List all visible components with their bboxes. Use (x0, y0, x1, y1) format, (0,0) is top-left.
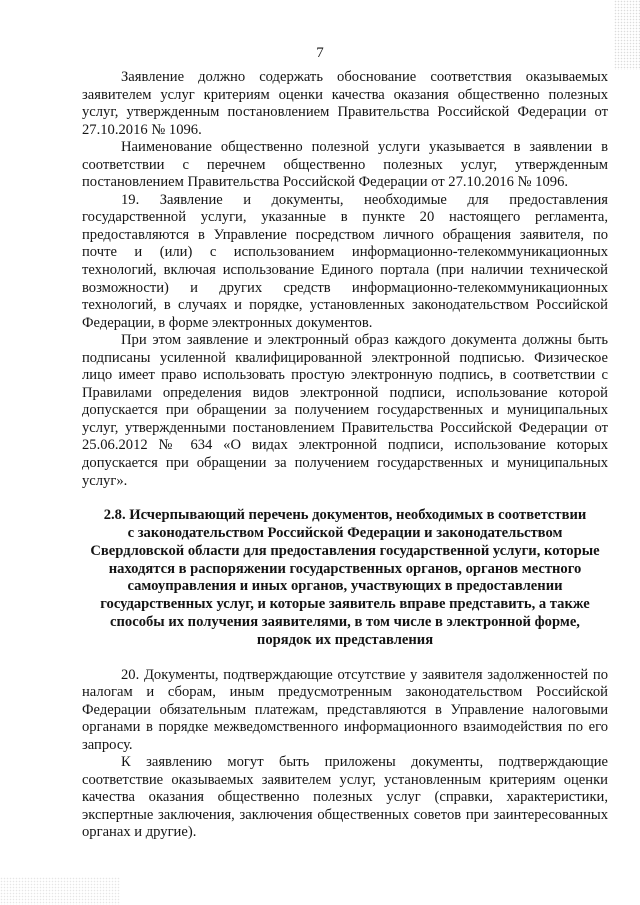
heading-line: с законодательством Российской Федерации и законодательством (127, 524, 563, 541)
heading-line: 2.8. Исчерпывающий перечень документов, необходимых в соответствии (103, 507, 587, 524)
section-heading-2-8 (82, 507, 608, 649)
heading-line: находятся в распоряжении государственных органов, органов местного (108, 560, 582, 577)
scan-noise-bottom (0, 877, 120, 905)
heading-line: Свердловской области для предоставления государственной услуги, которые (90, 542, 600, 559)
heading-line: порядок их представления (256, 631, 434, 648)
paragraph-attachments: К заявлению могут быть приложены документы, подтверждающие соответствие оказываемых заявителем услуг, установленным критериям оценки качества оказания общественно полезных услуг (справки, характеристики, экспертные заключения, заключения общественных советов при заинтересованных органах и другие). (82, 754, 608, 841)
heading-line: самоуправления и иных органов, участвующих в предоставлении (127, 578, 563, 595)
paragraph-20: 20. Документы, подтверждающие отсутствие у заявителя задолженностей по налогам и сборам, иным предусмотренным законодательством Российской Федерации обязательным платежам, представляются в Управление налоговыми органами в порядке межведомственного информационного взаимодействия по его запросу. (82, 666, 608, 753)
paragraph-19: 19. Заявление и документы, необходимые для предоставления государственной услуги, указанные в пункте 20 настоящего регламента, предоставляются в Управление посредством личного обращения заявителя, по почте и (или) с использованием информационно-телекоммуникационных технологий, включая использование Единого портала (при наличии технической возможности) и других средств информационно-телекоммуникационных технологий, в случаях и порядке, установленных законодательством Российской Федерации, в форме электронных документов. (82, 191, 608, 331)
paragraph-justification: Заявление должно содержать обоснование соответствия оказываемых заявителем услуг критериям оценки качества оказания общественно полезных услуг, утвержденным постановлением Правительства Российской Федерации от 27.10.2016 № 1096. (82, 69, 608, 138)
paragraph-electronic-signature: При этом заявление и электронный образ каждого документа должны быть подписаны усиленной квалифицированной электронной подписью. Физическое лицо имеет право использовать простую электронную подпись, в соответствии с Правилами определения видов электронной подписи, использование которой допускается при обращении за получением государственных и муниципальных услуг, утвержденными постановлением Правительства Российской Федерации от 25.06.2012 № 634 «О видах электронной подписи, использование которых допускается при обращении за получением государственных и муниципальных услуг». (82, 332, 608, 489)
document-body (82, 69, 608, 842)
paragraph-service-name: Наименование общественно полезной услуги указывается в заявлении в соответствии с перечнем общественно полезных услуг, утвержденным постановлением Правительства Российской Федерации от 27.10.2016 № 1096. (82, 139, 608, 191)
heading-line: способы их получения заявителями, в том числе в электронной форме, (110, 613, 580, 630)
heading-line: государственных услуг, и которые заявитель вправе представить, а также (100, 596, 590, 613)
page-number: 7 (316, 45, 324, 61)
